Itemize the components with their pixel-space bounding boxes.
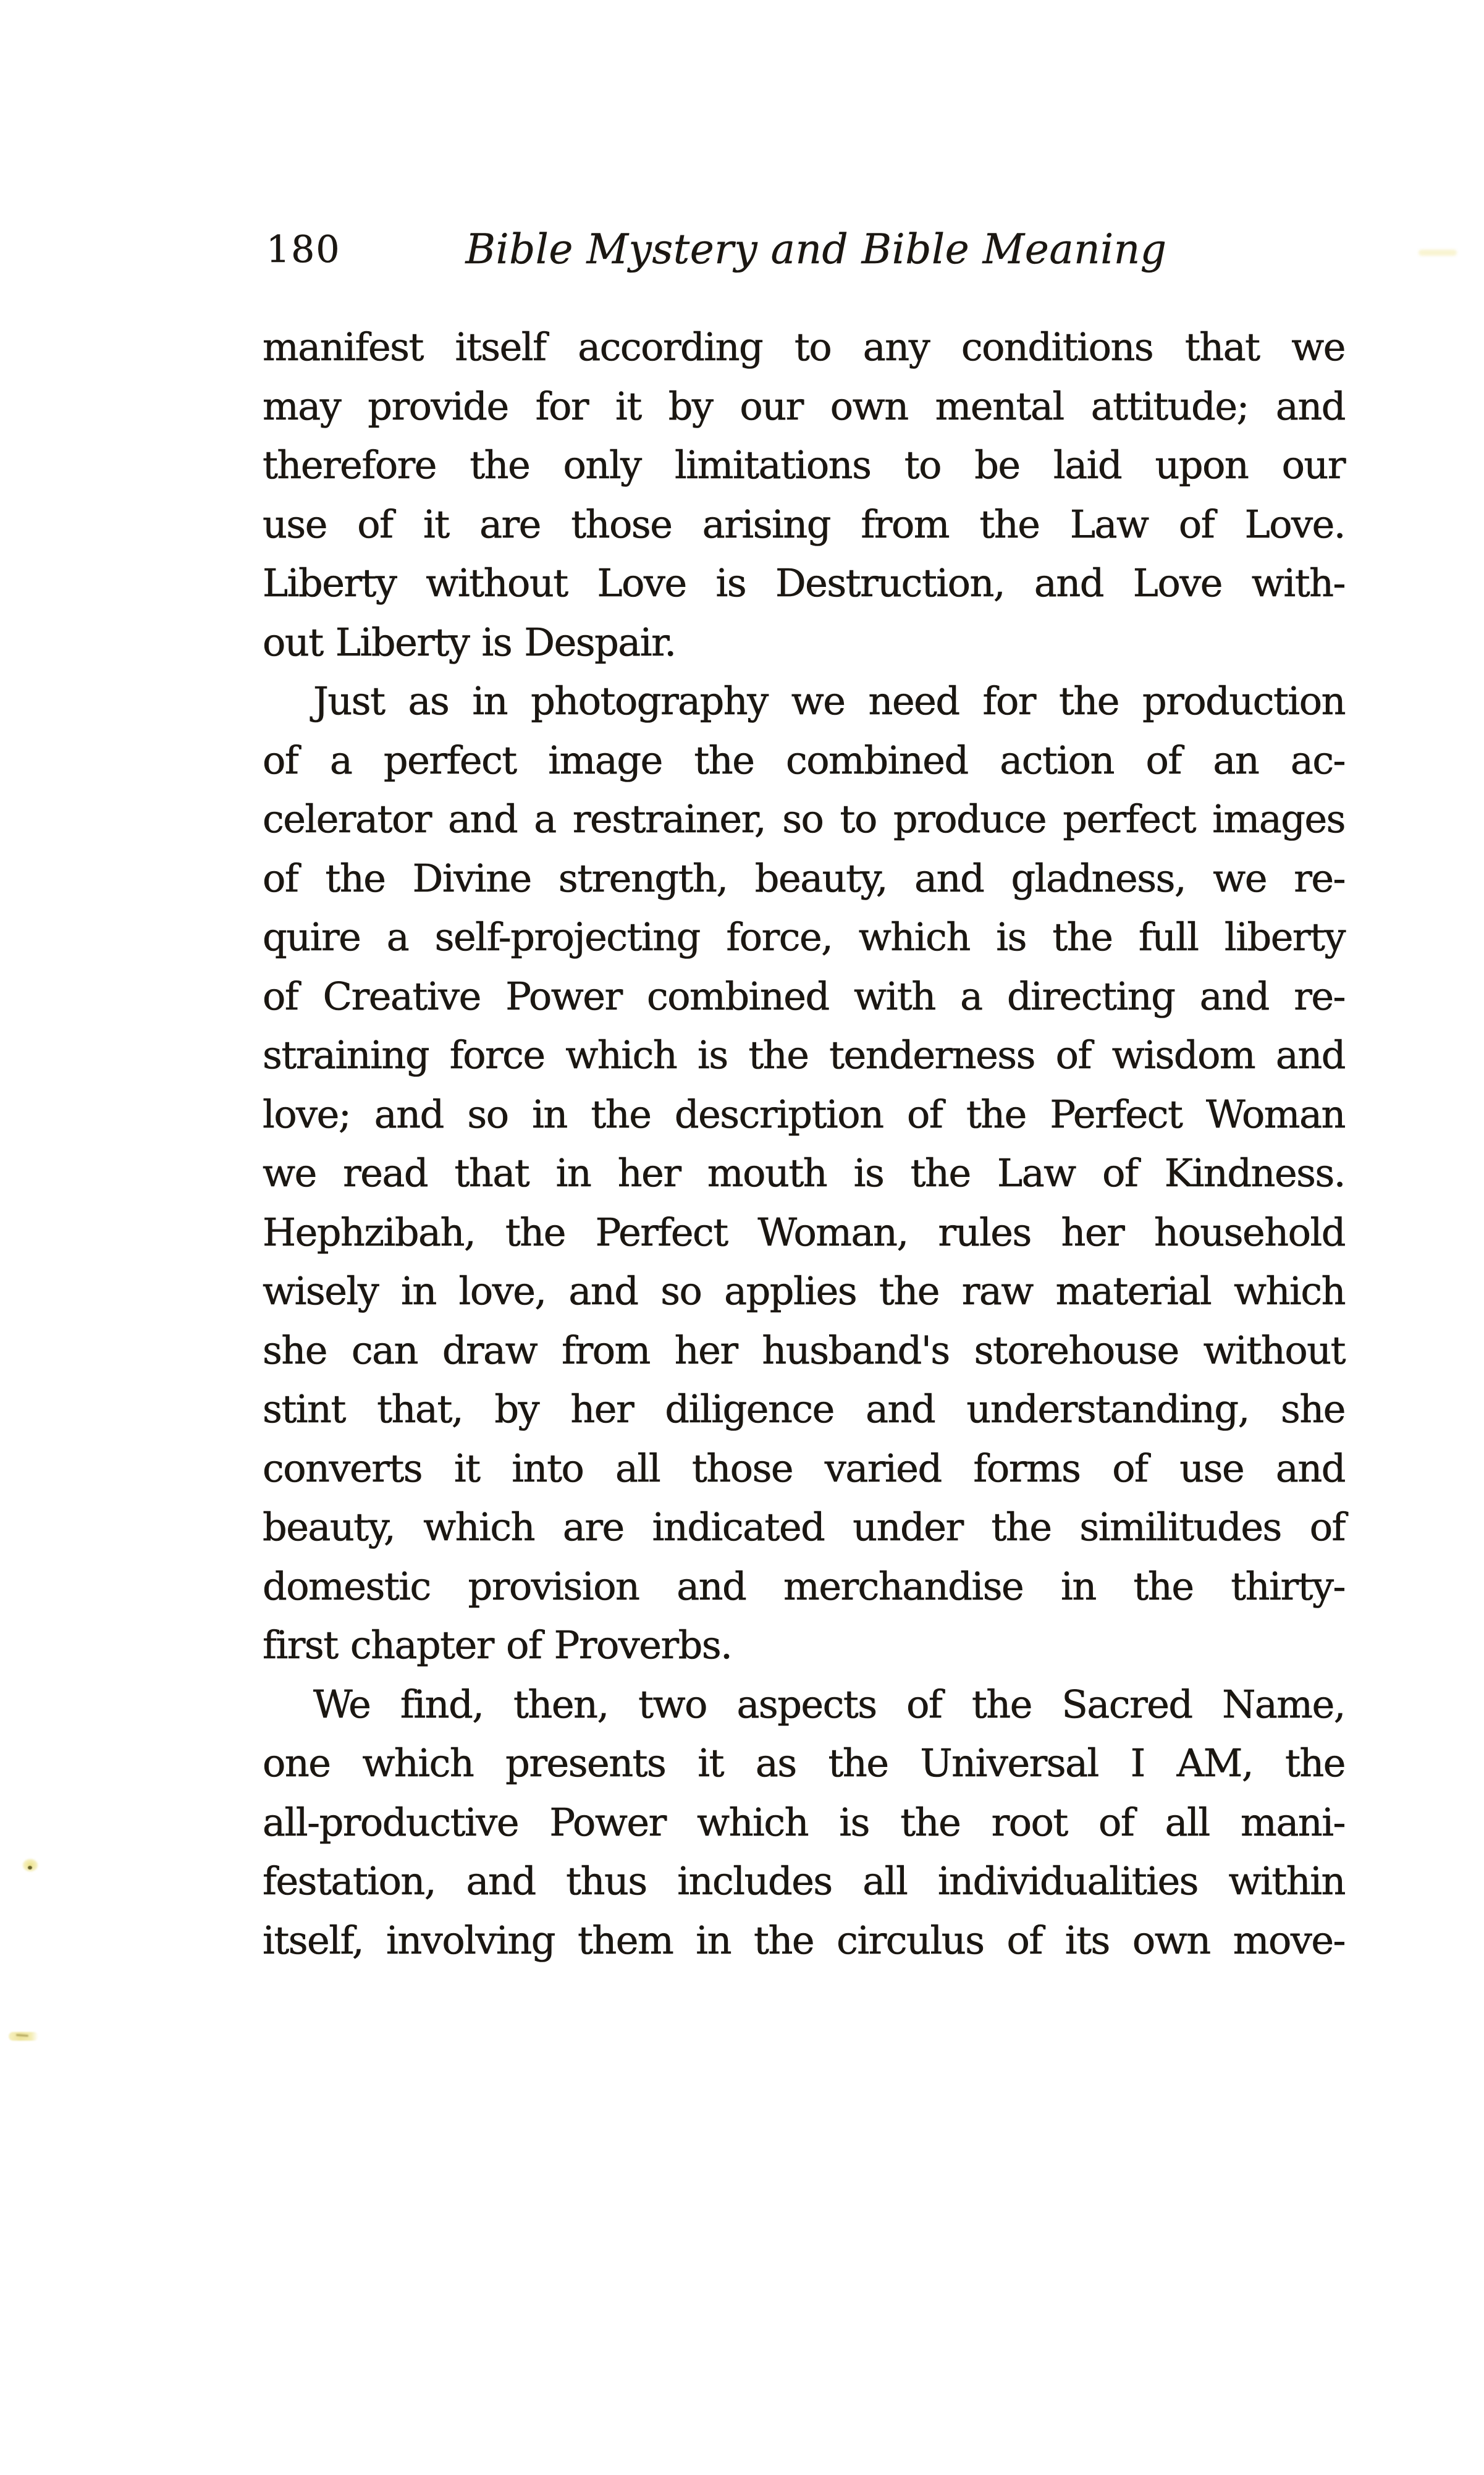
scan-smear-left-mark xyxy=(16,2034,28,2036)
page-number: 180 xyxy=(266,228,341,271)
text-block xyxy=(263,318,1345,1970)
text-line: first chapter of Proverbs. xyxy=(263,1622,732,1668)
text-line: love; and so in the description of the Perfect Woman xyxy=(263,1091,1345,1137)
text-line: domestic provision and merchandise in the thirty- xyxy=(263,1563,1345,1609)
text-line: Just as in photography we need for the production xyxy=(313,678,1345,723)
text-line: she can draw from her husband's storehouse without xyxy=(263,1327,1345,1373)
scan-smear-left xyxy=(9,2032,38,2041)
text-line: one which presents it as the Universal I AM, the xyxy=(263,1740,1345,1786)
scan-speck-dot xyxy=(28,1866,32,1870)
text-line: of a perfect image the combined action of an ac- xyxy=(263,737,1345,783)
text-line: therefore the only limitations to be laid upon our xyxy=(263,442,1345,487)
text-line: converts it into all those varied forms of use and xyxy=(263,1445,1345,1491)
text-line: straining force which is the tenderness of wisdom and xyxy=(263,1032,1345,1077)
page-header-title: Bible Mystery and Bible Meaning xyxy=(465,226,1167,273)
text-line: We find, then, two aspects of the Sacred Name, xyxy=(313,1681,1345,1727)
text-line: all-productive Power which is the root of all mani- xyxy=(263,1799,1345,1845)
scan-speck-halo xyxy=(22,1858,38,1872)
text-line: festation, and thus includes all individualities within xyxy=(263,1858,1345,1904)
scan-smear-top-right xyxy=(1419,250,1457,256)
text-line: stint that, by her diligence and understanding, she xyxy=(263,1386,1345,1431)
text-line: may provide for it by our own mental attitude; and xyxy=(263,383,1345,429)
text-line: wisely in love, and so applies the raw material which xyxy=(263,1268,1345,1313)
text-line: itself, involving them in the circulus of its own move- xyxy=(263,1917,1345,1963)
text-line: Liberty without Love is Destruction, and Love with- xyxy=(263,560,1345,605)
text-line: of the Divine strength, beauty, and gladness, we re- xyxy=(263,855,1345,901)
text-line: celerator and a restrainer, so to produce perfect images xyxy=(263,796,1345,841)
text-line: manifest itself according to any conditions that we xyxy=(263,324,1345,369)
text-line: out Liberty is Despair. xyxy=(263,619,676,665)
text-line: we read that in her mouth is the Law of Kindness. xyxy=(263,1150,1345,1195)
text-line: Hephzibah, the Perfect Woman, rules her household xyxy=(263,1209,1345,1255)
text-line: of Creative Power combined with a directing and re- xyxy=(263,973,1345,1019)
running-header xyxy=(263,225,1345,274)
text-line: quire a self-projecting force, which is the full liberty xyxy=(263,914,1345,959)
text-line: beauty, which are indicated under the similitudes of xyxy=(263,1504,1345,1550)
text-line: use of it are those arising from the Law of Love. xyxy=(263,501,1345,547)
